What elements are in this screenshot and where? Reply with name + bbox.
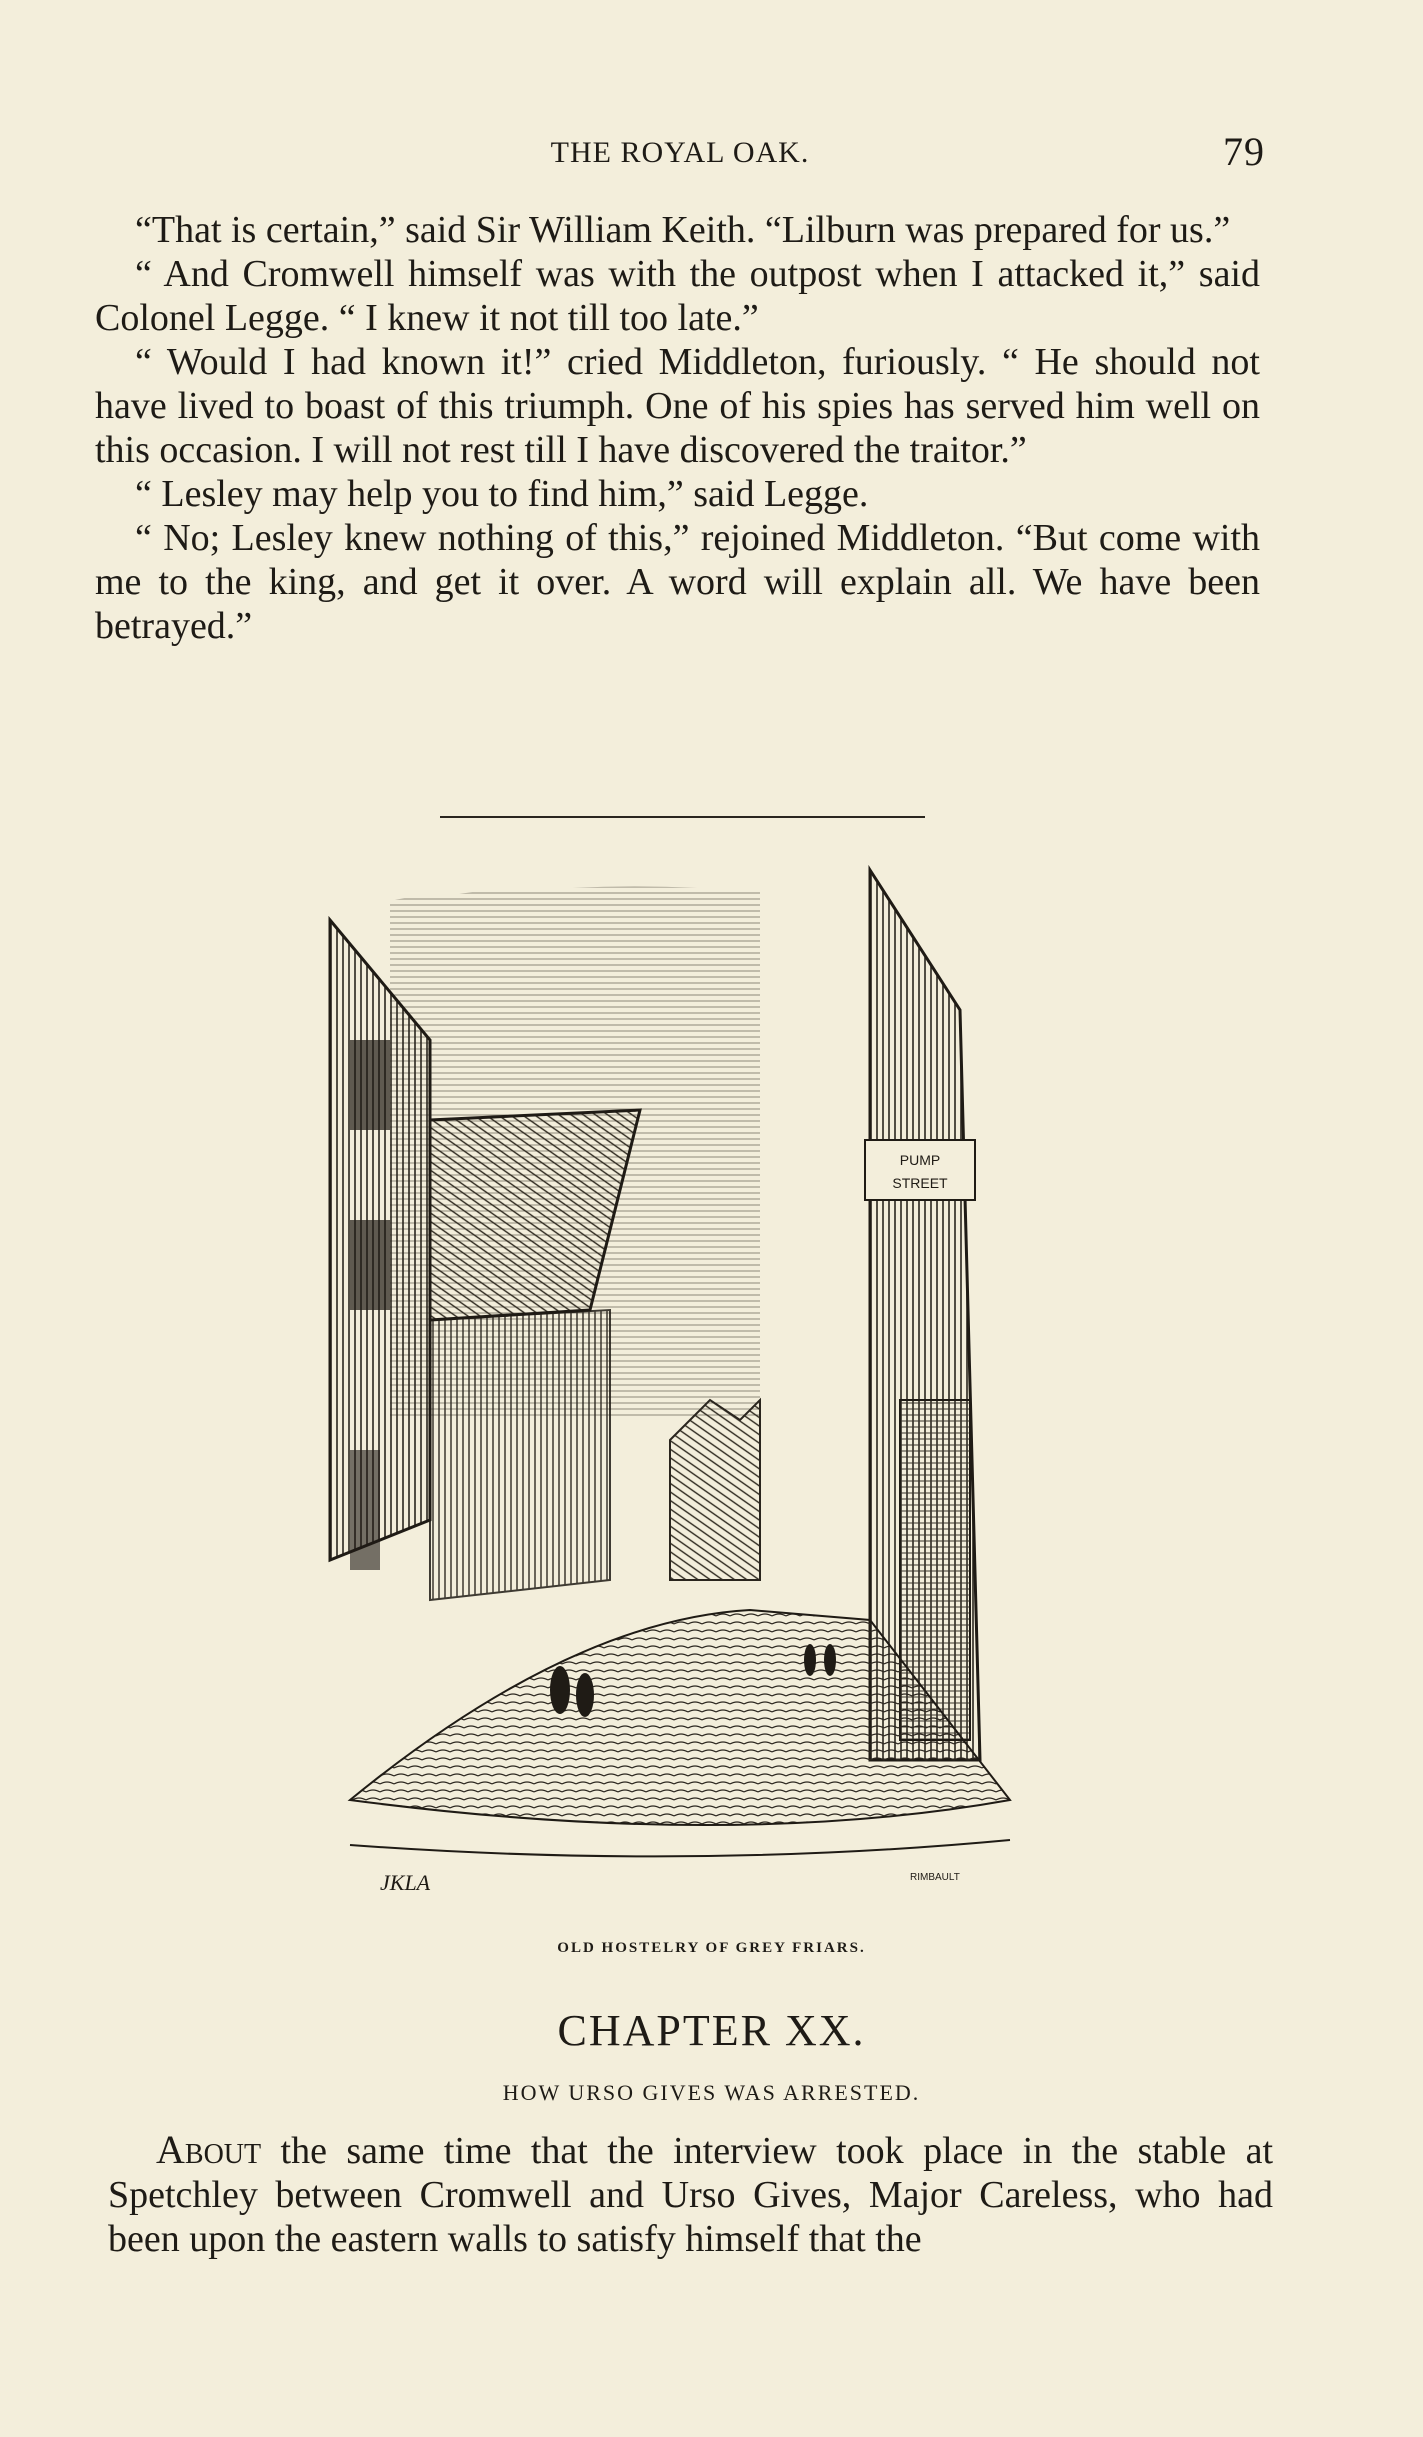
paragraph: “ Would I had known it!” cried Middleton, furiously. “ He should not have lived to boast of this triumph. One of his spies has served him well on this occasion. I will not rest till I have discovered the traitor.” [95, 341, 1260, 471]
section-divider [440, 816, 925, 818]
chapter-title: CHAPTER XX. [557, 2006, 866, 2055]
chapter-opening [108, 2128, 1273, 2261]
running-head [95, 128, 1265, 178]
chapter-paragraph [108, 2128, 1273, 2261]
lead-word: About [156, 2127, 262, 2172]
figure [804, 1644, 816, 1676]
window [350, 1450, 380, 1570]
window [350, 1040, 390, 1130]
page-number: 79 [1223, 129, 1265, 174]
illustration-caption: OLD HOSTELRY OF GREY FRIARS. [557, 1940, 866, 1956]
engraver-signature-right: RIMBAULT [910, 1872, 960, 1883]
street-engraving [310, 860, 1070, 1920]
window [350, 1220, 390, 1310]
figure [550, 1666, 570, 1714]
body-text [95, 208, 1260, 648]
left-timber-houses [430, 1310, 610, 1600]
chapter-subtitle: HOW URSO GIVES WAS ARRESTED. [502, 2080, 921, 2105]
engraver-signature-left: JKLA [380, 1870, 431, 1895]
opening-text: the same time that the interview took place in the stable at Spetchley between Cromwell and Urso Gives, Major Careless, who had been upon the eastern walls to satisfy himself that the [108, 2130, 1273, 2260]
distant-houses [670, 1400, 760, 1580]
running-title: THE ROYAL OAK. [550, 136, 810, 169]
figure [824, 1644, 836, 1676]
paragraph: “ And Cromwell himself was with the outpost when I attacked it,” said Colonel Legge. “ I knew it not till too late.” [95, 253, 1260, 339]
sign-text-line2: STREET [892, 1175, 948, 1191]
ground-line [350, 1840, 1010, 1856]
paragraph: “ No; Lesley knew nothing of this,” rejoined Middleton. “But come with me to the king, and get it over. A word will explain all. We have been betrayed.” [95, 517, 1260, 647]
figure [576, 1673, 594, 1717]
street-sign [865, 1140, 975, 1200]
paragraph: “That is certain,” said Sir William Keith. “Lilburn was prepared for us.” [135, 209, 1231, 251]
paragraph: “ Lesley may help you to find him,” said Legge. [135, 473, 869, 515]
sign-text-line1: PUMP [899, 1152, 941, 1168]
